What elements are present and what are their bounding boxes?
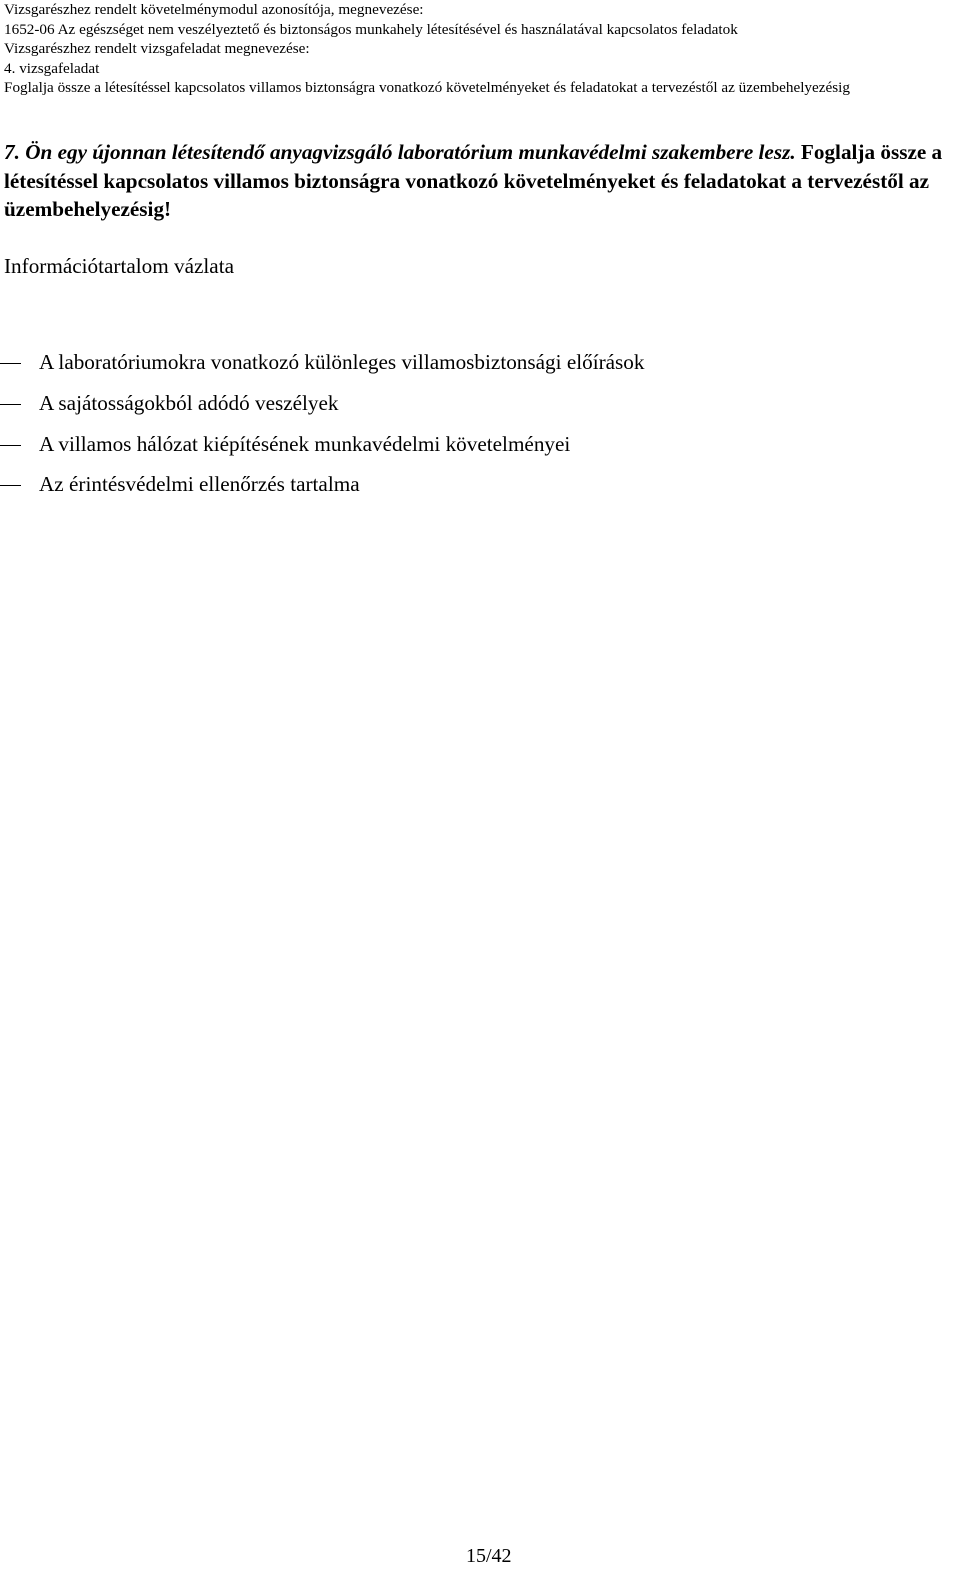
dash-bullet-icon xyxy=(0,485,21,486)
header-task-name: Foglalja össze a létesítéssel kapcsolatos villamos biztonságra vonatkozó követelményeket és feladatokat a tervezéstől az üzembehelyezésig xyxy=(4,79,850,97)
question-scenario: 7. Ön egy újonnan létesítendő anyagvizsgáló laboratórium munkavédelmi szakembere lesz. xyxy=(4,140,796,164)
list-item-text: A sajátosságokból adódó veszélyek xyxy=(39,390,339,415)
dash-bullet-icon xyxy=(0,404,21,405)
list-item-text: A laboratóriumokra vonatkozó különleges villamosbiztonsági előírások xyxy=(39,350,645,374)
question-block xyxy=(4,138,956,224)
dash-bullet-icon xyxy=(0,363,21,364)
question-task: Foglalja össze a létesítéssel kapcsolatos villamos biztonságra vonatkozó követelményeket és feladatokat a tervezéstől az üzembehelyezésig! xyxy=(4,140,943,221)
outline-title: Információtartalom vázlata xyxy=(4,254,235,278)
list-item-text: A villamos hálózat kiépítésének munkavédelmi követelményei xyxy=(39,431,571,456)
page-number: 15/42 xyxy=(466,1545,512,1567)
header-task-label: Vizsgarészhez rendelt vizsgafeladat megnevezése: xyxy=(4,40,310,58)
document-header xyxy=(4,0,956,98)
header-module-label: Vizsgarészhez rendelt követelménymodul azonosítója, megnevezése: xyxy=(4,1,424,18)
header-module-name: 1652-06 Az egészséget nem veszélyeztető és biztonságos munkahely létesítésével és használatával kapcsolatos feladatok xyxy=(4,20,738,38)
list-item-text: Az érintésvédelmi ellenőrzés tartalma xyxy=(39,472,360,497)
dash-bullet-icon xyxy=(0,445,21,446)
header-task-number: 4. vizsgafeladat xyxy=(4,59,100,77)
